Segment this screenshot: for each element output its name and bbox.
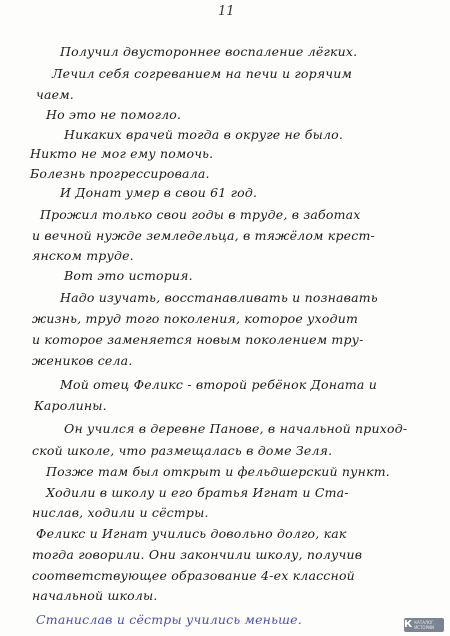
text-line: жизнь, труд того поколения, которое уходит <box>32 311 359 326</box>
text-line: янском труде. <box>32 248 134 263</box>
text-line: соответствующее образование 4-ех классной <box>32 568 355 583</box>
text-line: Никто не мог ему помочь. <box>30 146 214 161</box>
text-line: Ходили в школу и его братья Игнат и Ста- <box>46 485 349 500</box>
text-line: Надо изучать, восстанавливать и познавать <box>60 290 378 305</box>
text-line: чаем. <box>36 87 74 102</box>
text-line: и которое заменяется новым поколением тру- <box>32 332 364 347</box>
text-line: И Донат умер в свои 61 год. <box>60 185 258 200</box>
text-line: и вечной нужде земледельца, в тяжёлом крест- <box>32 228 375 243</box>
text-line: Но это не помогло. <box>46 107 182 122</box>
text-line: Никаких врачей тогда в округе не было. <box>64 127 344 142</box>
logo-text: КАТАЛОГ ИСТОРИИ <box>414 620 434 630</box>
text-line: Феликс и Игнат учились довольно долго, как <box>36 526 347 541</box>
text-line: жеников села. <box>32 353 133 368</box>
logo-letter: К <box>404 619 413 630</box>
text-line: Получил двустороннее воспаление лёгких. <box>60 44 358 59</box>
text-line: Лечил себя согреванием на печи и горячим <box>52 66 353 81</box>
text-line: Он учился в деревне Панове, в начальной приход- <box>64 421 408 436</box>
watermark-logo <box>404 618 444 632</box>
text-line: начальной школы. <box>32 588 158 603</box>
text-line: Позже там был открыт и фельдшерский пункт. <box>46 464 390 479</box>
text-line: Болезнь прогрессировала. <box>30 166 210 181</box>
text-line: Прожил только свои годы в труде, в заботах <box>40 207 361 222</box>
text-line: Мой отец Феликс - второй ребёнок Доната и <box>60 377 377 392</box>
page-number: 11 <box>218 4 235 19</box>
text-line: нислав, ходили и сёстры. <box>32 505 209 520</box>
text-line-blue-ink: Станислав и сёстры учились меньше. <box>36 612 302 627</box>
text-line: тогда говорили. Они закончили школу, получив <box>32 547 363 562</box>
text-line: ской школе, что размещалась в доме Зеля. <box>32 443 333 458</box>
text-line: Каролины. <box>34 398 107 413</box>
text-line: Вот это история. <box>64 268 193 283</box>
